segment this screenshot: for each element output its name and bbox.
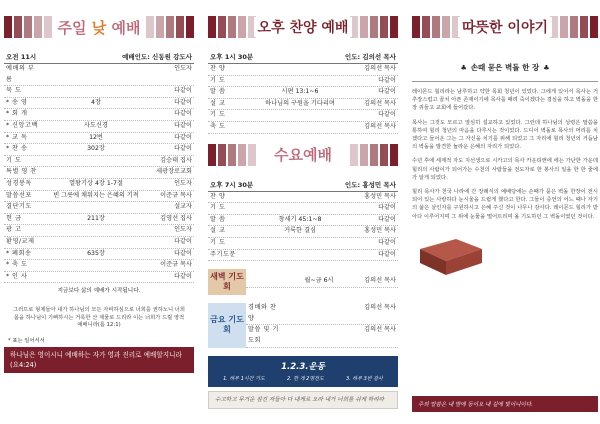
row-key: 기 도 [210,76,226,84]
row-mid: 4장 [91,98,101,106]
row-key: 주기도문 [210,250,236,258]
romans-verse: 그러므로 형제들아 내가 하나님의 모든 자비하심으로 너희를 권하노니 너희 몸을 하나님이 기뻐하시는 거룩한 산 제물로 드리라 이는 너희가 드릴 영적 예배니라(롬 12:1) [12,307,186,329]
row-mid [244,76,356,87]
row-key: 광 고 [6,226,22,234]
wednesday-banner [208,144,398,166]
story-paragraph: 목사는 그것도 모르고 열심히 설교하고 있었다. 그런데 하나님의 성령은 말씀을 통하여 힐리 청년의 마음을 다루시는 것이었다. 드디어 벽돌로 목사의 머리를 치겠다고 들어온 그는 그 자신을 치기를 위해 되었고 그 자리에 힐리 청년의 거듭남의 벽돌을 발견한 놀라운 은혜의 자리가 되었다. [412,119,598,151]
banner-stripes-left [208,16,256,38]
row-mid [40,64,152,85]
wednesday-header [208,180,398,192]
row-key: 특별 영 찬 [6,168,37,176]
row-value: 김의선 목사 [364,326,396,334]
psalm-footer: 주의 말씀은 내 발에 등이요 내 길에 빛이니이다. [412,396,598,412]
row-value: 다같이 [174,110,192,118]
story-divider [412,81,598,82]
row-mid [282,325,356,346]
title-end: 예배 [111,18,141,37]
story-column [412,0,598,424]
dawn-prayer-block [208,269,398,295]
row-mid [244,64,356,75]
row-value: 다같이 [174,145,192,153]
row-mid: 빈 그릇에 채워지는 은혜의 기적 [53,191,139,199]
sunday-order-row [4,214,194,226]
friday-prayer-rows [246,303,398,347]
sunday-order-row [4,260,194,272]
sunday-order-row [4,225,194,237]
afternoon-header [208,52,398,64]
row-mid [40,86,152,97]
story-heading [412,62,598,73]
sunday-order-row [4,167,194,179]
sunday-header [4,52,194,64]
matthew-quote: 수고하고 무거운 짐진 자들아 다 내게로 오라 내가 너희를 쉬게 하리라 [208,391,398,409]
row-key: * 인 사 [6,272,28,280]
sunday-order-list [4,64,194,283]
afternoon-order-row [208,122,398,134]
brick-image [412,231,486,279]
wednesday-order-row [208,215,398,227]
row-mid [40,156,152,167]
row-mid [40,109,152,120]
row-value: 다같이 [174,249,192,257]
wednesday-order-row [208,238,398,250]
sunday-order-row [4,249,194,261]
row-mid: 시편 13:1~6 [281,88,319,96]
row-mid: 302장 [87,145,105,153]
row-key: 경배와 찬양 [248,304,277,322]
row-value: 다같이 [174,87,192,95]
story-paragraph: 레이몬드 힐리라는 남루하고 약한 목회 청년이 있었다. 그에게 있어서 목사는 거추장스럽고 골치 아픈 존재이기에 목사를 때려 죽이겠다는 결심을 하고 벽돌을 한장 쥐들고 교회에 들어갔다. [412,89,598,112]
row-mid [40,167,152,178]
sunday-order-row [4,98,194,110]
row-key: 결단기도 [6,203,32,211]
row-key: 기 도 [210,111,226,119]
row-key: * 교 독 [6,133,28,141]
sunday-order-row [4,156,194,168]
life-worship-note: 지금보다 삶의 예배가 시작됩니다. [57,288,141,295]
story-paragraph: 수년 후에 세계적 자도 지선생으로 시카고의 목사 카운티앤에 에는 가난한 가운데 힐리의 사람이가 되어가는 수천의 사람들을 전도자로 한 봉사의 일을 한 한 줄에 가 알게 되었다. [412,158,598,181]
story-paragraph: 힐리 목사가 천국 나라에 간 장례식의 예배당에는 손때가 묻은 벽돌 한장이 전시되어 있는 사랑하다 눈시울을 드립게 했다고 한다. 그들이 증언의 어느 때나 자기의 삶은 살인자를 구원하시고 은혜 주신 것이 나무나 감사다. 레이몬드 힐리가 받아다 이루어지며 그 위에 눈물을 떨어뜨리며 올 기도하던 그 벽돌이였던 것이다. [412,189,598,220]
john-verse-banner: 하나님은 영이시니 예배하는 자가 영과 진리로 예배할지니라 (요4:24) [4,347,194,373]
row-value: 인도자 [174,65,192,72]
row-value: 다같이 [378,76,396,84]
afternoon-order-row [208,99,398,111]
sunday-order-row [4,109,194,121]
service-time: 오전 11시 [6,53,37,61]
row-mid: 열왕기상 4장 1-7절 [69,179,123,187]
row-mid [244,250,356,261]
sunday-order-row [4,179,194,191]
afternoon-order-row [208,76,398,88]
row-key: * 찬 송 [6,145,28,153]
row-value: 다같이 [174,237,192,245]
clover-icon: ♣ [460,63,467,72]
sunday-banner [4,16,194,38]
row-key: 말 씀 [210,88,226,96]
friday-prayer-row [246,303,398,325]
row-value: 인도자 [174,179,192,187]
clover-icon: ♣ [543,63,550,72]
row-value: 세광장로교회 [156,168,192,176]
row-mid: 12번 [89,133,103,141]
afternoon-time: 오후 1시 30분 [210,53,254,61]
wednesday-title: 수요예배 [270,144,336,165]
row-value: 홍성민 목사 [364,227,396,235]
movement-item: 1. 하루 1시간 기도 [223,375,265,382]
story-paragraphs [412,88,598,221]
row-value: 다같이 [174,121,192,129]
wednesday-order-row [208,250,398,262]
evening-column [208,0,398,424]
sunday-order-row [4,121,194,133]
row-key: 예배의 부름 [6,65,35,83]
friday-prayer-block [208,303,398,347]
sunday-order-row [4,86,194,98]
banner-stripes-right [146,16,194,38]
sunday-order-row [4,272,194,284]
wednesday-order-row [208,192,398,204]
banner-stripes-right [350,16,398,38]
movement-item: 2. 한 개 2명전도 [286,375,324,382]
row-key: 기 도 [6,156,22,164]
sunday-order-row [4,191,194,203]
row-value: 설교자 [174,203,192,211]
story-banner [412,16,598,38]
wednesday-order-row [208,203,398,215]
row-mid: 거룩한 결심 [284,227,316,235]
row-key: * 신앙고백 [6,121,38,129]
banner-stripes-right [550,16,598,38]
sunday-order-row [4,202,194,214]
afternoon-order-row [208,110,398,122]
wednesday-time: 오후 7시 30분 [210,180,254,189]
row-key: 묵 도 [6,87,22,95]
row-mid [244,238,356,249]
row-key: 축 도 [210,122,226,130]
row-value: 다같이 [378,111,396,119]
row-value: 김의선 목사 [364,99,396,107]
title-sun: 낮 [91,18,107,37]
row-mid [282,303,356,324]
row-key: * 회 개 [6,110,28,118]
banner-stripes-right [350,144,398,166]
sunday-column [4,0,194,424]
row-key: 기 도 [210,204,226,212]
row-key: 찬 양 [210,65,226,72]
row-value: 김의선 목사 [364,65,396,72]
sunday-order-row [4,64,194,86]
row-key: 말 씀 [210,215,226,223]
friday-prayer-label: 금요 기도회 [208,303,246,347]
afternoon-order-row [208,64,398,76]
row-key: 기 도 [210,238,226,246]
row-mid [40,260,152,271]
title-main: 주일 [57,18,87,37]
row-mid: 창세기 45:1~8 [278,215,322,223]
row-value: 김의선 목사 [364,122,396,130]
row-mid: 월~금 6시 [304,277,334,285]
dawn-prayer-row [246,276,398,288]
row-value: 다같이 [378,215,396,223]
row-key: * 축 도 [6,261,28,269]
sunday-order-row [4,237,194,249]
row-mid [244,122,356,133]
movement-items [212,375,394,382]
row-value: 다같이 [174,272,192,280]
banner-stripes-left [4,16,52,38]
row-mid: 211장 [87,214,105,222]
row-value: 인도자 [174,226,192,234]
row-value: 이준규 목사 [160,191,192,199]
row-key: 설 교 [210,227,226,235]
row-key [248,276,282,287]
row-mid [244,203,356,214]
row-mid [40,225,152,236]
movement-title: 1.2.3.운동 [281,361,325,372]
story-title: 따뜻한 이야기 [458,17,552,37]
sunday-order-row [4,133,194,145]
row-value: 다같이 [378,250,396,258]
row-mid [244,192,356,203]
row-key: 말씀선포 [6,191,32,199]
row-value: 김승태 집사 [160,156,192,164]
row-mid [40,272,152,283]
row-value: 다같이 [378,88,396,96]
afternoon-banner [208,16,398,38]
row-key: 헌 금 [6,214,22,222]
afternoon-title: 오후 찬양 예배 [254,17,353,37]
afternoon-order-row [208,87,398,99]
row-key: 성경봉독 [6,179,32,187]
wednesday-order-list [208,192,398,262]
row-value: 김의선 목사 [364,277,396,285]
banner-stripes-left [412,16,460,38]
dawn-prayer-label: 새벽 기도회 [208,269,246,295]
friday-prayer-row [246,325,398,347]
wednesday-order-row [208,226,398,238]
afternoon-order-list [208,64,398,134]
movement-item: 3. 하루 3번 감사 [346,375,383,382]
row-key: 말씀 및 기도회 [248,326,279,344]
wednesday-leader: 인도: 홍성민 목사 [344,180,396,189]
row-mid: 사도신경 [84,121,108,129]
row-mid [40,237,152,248]
banner-stripes-left [208,144,256,166]
row-value: 김의선 목사 [364,304,396,312]
row-value: 홍성민 목사 [364,192,396,200]
row-value: 이준규 목사 [160,261,192,269]
row-mid [40,202,152,213]
row-mid [244,110,356,121]
afternoon-leader: 인도: 김의선 목사 [344,53,396,61]
sunday-order-row [4,144,194,156]
sunday-title [54,17,145,38]
row-key: * 송 영 [6,98,28,106]
row-value: 다같이 [378,204,396,212]
service-leader: 예배인도: 신동원 강도사 [122,53,192,61]
row-value: 다같이 [174,133,192,141]
movement-box [208,356,398,387]
row-mid: 635장 [87,249,105,257]
row-value: 다같이 [378,238,396,246]
row-key: * 폐회송 [6,249,32,257]
row-value: 다같이 [174,98,192,106]
row-key: 설 교 [210,99,226,107]
row-value: 김영선 집사 [160,214,192,222]
story-heading-text: 손때 묻은 벽돌 한 장 [470,63,540,72]
row-key: 찬 양 [210,192,226,200]
row-key: 환영/교제 [6,237,35,245]
standing-note: * 표는 일어서서 [8,337,45,344]
row-mid: 하나님의 구원을 기다리며 [265,99,335,107]
